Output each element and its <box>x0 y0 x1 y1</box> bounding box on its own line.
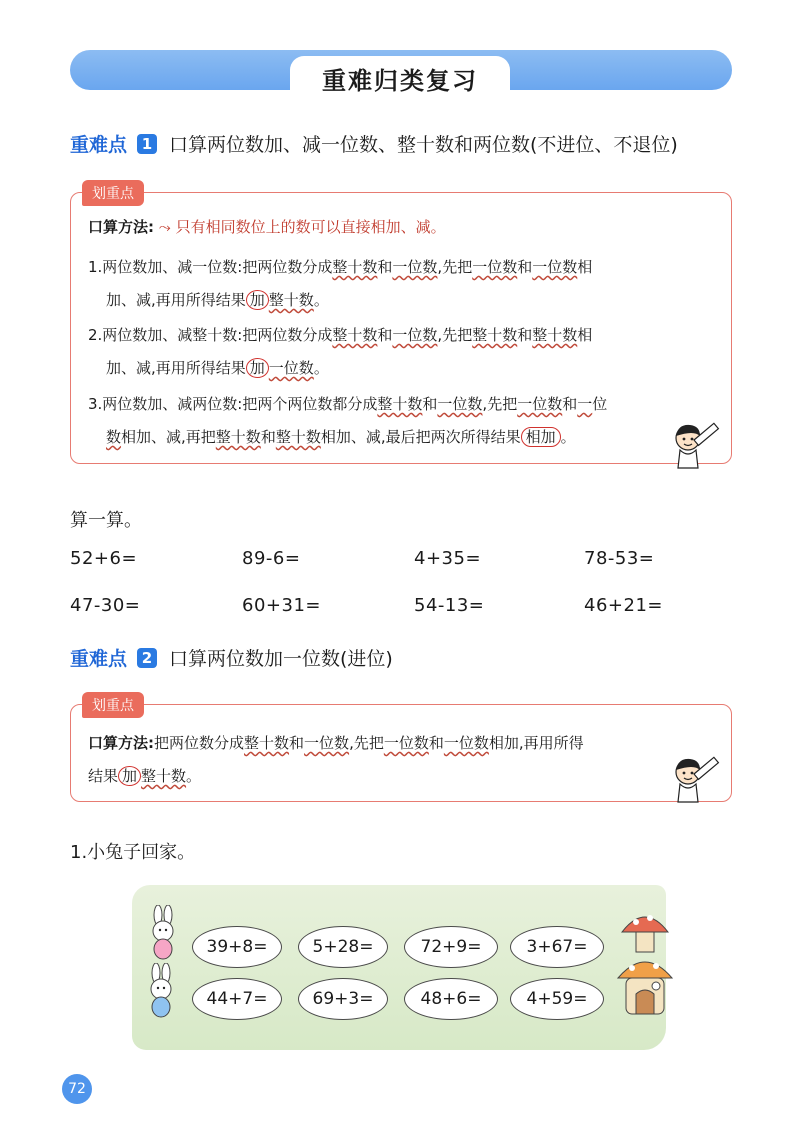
answer-pad[interactable]: 69+3= <box>298 978 388 1020</box>
section-label: 重难点 <box>70 134 128 156</box>
text-segment: 2.两位数加、减整十数:把两位数分成 <box>88 326 333 344</box>
rabbit-icon <box>140 963 184 1019</box>
answer-pad[interactable]: 5+28= <box>298 926 388 968</box>
text-segment: 和 <box>260 428 276 446</box>
mushroom-house-icon <box>616 906 674 1024</box>
wavy-underlined-term: 整十数 <box>472 326 518 344</box>
exercise-heading: 1.小兔子回家。 <box>70 842 196 863</box>
wavy-underlined-term: 数 <box>106 428 122 446</box>
calc-problem: 54-13= <box>414 595 485 616</box>
boy-with-pencil-icon <box>668 418 724 474</box>
text-segment: 1.两位数加、减一位数:把两位数分成 <box>88 258 333 276</box>
calc-problem: 46+21= <box>584 595 663 616</box>
rule-3-line-2 <box>106 426 576 448</box>
wavy-underlined-term: 整十数 <box>141 767 187 785</box>
page-number: 72 <box>62 1074 92 1104</box>
text-segment: ,先把 <box>437 326 473 344</box>
text-segment: 加、减,再用所得结果 <box>106 359 246 377</box>
method-label: 口算方法: <box>88 218 154 236</box>
text-segment: ,先把 <box>437 258 473 276</box>
calc-problem: 47-30= <box>70 595 141 616</box>
text-segment: 和 <box>377 326 393 344</box>
wavy-underlined-term: 一位数 <box>268 359 314 377</box>
section-number-badge: 1 <box>137 134 157 154</box>
text-segment: 。 <box>313 291 329 309</box>
wavy-underlined-term: 一位数 <box>304 734 350 752</box>
section-2-heading <box>70 644 393 671</box>
rule-2-line-1 <box>88 324 592 346</box>
calc-problem: 4+35= <box>414 548 482 569</box>
wavy-underlined-term: 一位数 <box>383 734 429 752</box>
wavy-underlined-term: 一位数 <box>392 326 438 344</box>
wavy-underlined-term: 整十数 <box>332 326 378 344</box>
text-segment: 和 <box>517 258 533 276</box>
circled-term: 加 <box>118 766 141 786</box>
text-segment: 相加、减,最后把两次所得结果 <box>320 428 521 446</box>
rule-1-line-2 <box>106 289 329 311</box>
section-label: 重难点 <box>70 648 128 670</box>
page-title: 重难归类复习 <box>290 56 510 100</box>
text-segment: 和 <box>422 395 438 413</box>
calc-problem: 52+6= <box>70 548 138 569</box>
key-point-tag: 划重点 <box>82 692 144 718</box>
text-segment: ,先把 <box>349 734 384 752</box>
wavy-underlined-term: 整十数 <box>215 428 261 446</box>
rule-3-line-1 <box>88 393 607 415</box>
section-2-line-2 <box>88 765 201 787</box>
rule-2-line-2 <box>106 357 329 379</box>
circled-term: 加 <box>246 290 269 310</box>
wavy-underlined-term: 整十数 <box>377 395 423 413</box>
text-segment: 加、减,再用所得结果 <box>106 291 246 309</box>
text-segment: 和 <box>428 734 444 752</box>
text-segment: 相加,再用所得 <box>488 734 584 752</box>
wavy-underlined-term: 一位数 <box>437 395 483 413</box>
boy-with-pencil-icon <box>668 752 724 808</box>
text-segment: 把两位数分成 <box>154 734 245 752</box>
section-2-line-1-text <box>154 734 584 752</box>
circled-term: 相加 <box>521 427 561 447</box>
wavy-underlined-term: 一位数 <box>532 258 578 276</box>
text-segment: 和 <box>562 395 578 413</box>
text-segment: 和 <box>289 734 305 752</box>
calc-heading: 算一算。 <box>70 510 142 531</box>
answer-pad[interactable]: 39+8= <box>192 926 282 968</box>
wavy-underlined-term: 一位数 <box>517 395 563 413</box>
wavy-underlined-term: 整十数 <box>244 734 290 752</box>
text-segment: 。 <box>186 767 202 785</box>
answer-pad[interactable]: 3+67= <box>510 926 604 968</box>
text-segment: 位 <box>592 395 608 413</box>
text-segment: 相 <box>577 326 593 344</box>
key-point-tag: 划重点 <box>82 180 144 206</box>
method-label: 口算方法: <box>88 734 154 752</box>
section-title: 口算两位数加、减一位数、整十数和两位数(不进位、不退位) <box>169 134 678 156</box>
section-1-heading <box>70 130 678 157</box>
text-segment: 和 <box>517 326 533 344</box>
text-segment: 。 <box>560 428 576 446</box>
text-segment: ,先把 <box>482 395 518 413</box>
answer-pad[interactable]: 4+59= <box>510 978 604 1020</box>
wavy-underlined-term: 一 <box>577 395 593 413</box>
calc-problem: 60+31= <box>242 595 321 616</box>
method-row <box>88 216 446 238</box>
circled-term: 加 <box>246 358 269 378</box>
calc-problem: 78-53= <box>584 548 655 569</box>
wavy-underlined-term: 整十数 <box>332 258 378 276</box>
hint-text: 只有相同数位上的数可以直接相加、减。 <box>175 218 446 236</box>
section-number-badge: 2 <box>137 648 157 668</box>
text-segment: 相 <box>577 258 593 276</box>
answer-pad[interactable]: 44+7= <box>192 978 282 1020</box>
wavy-underlined-term: 一位数 <box>443 734 489 752</box>
rule-1-line-1 <box>88 256 592 278</box>
text-segment: 相加、减,再把 <box>121 428 216 446</box>
bunny-home-scene <box>132 885 666 1050</box>
calc-problem: 89-6= <box>242 548 301 569</box>
text-segment: 3.两位数加、减两位数:把两个两位数都分成 <box>88 395 378 413</box>
hint-arrow-icon: ⤳ <box>158 218 171 236</box>
rabbit-icon <box>142 905 186 961</box>
answer-pad[interactable]: 48+6= <box>404 978 498 1020</box>
section-2-line-1 <box>88 732 584 754</box>
wavy-underlined-term: 整十数 <box>268 291 314 309</box>
text-segment: 和 <box>377 258 393 276</box>
section-title: 口算两位数加一位数(进位) <box>169 648 393 670</box>
answer-pad[interactable]: 72+9= <box>404 926 498 968</box>
wavy-underlined-term: 一位数 <box>472 258 518 276</box>
text-segment: 。 <box>313 359 329 377</box>
wavy-underlined-term: 整十数 <box>275 428 321 446</box>
text-segment: 结果 <box>88 767 119 785</box>
wavy-underlined-term: 整十数 <box>532 326 578 344</box>
wavy-underlined-term: 一位数 <box>392 258 438 276</box>
